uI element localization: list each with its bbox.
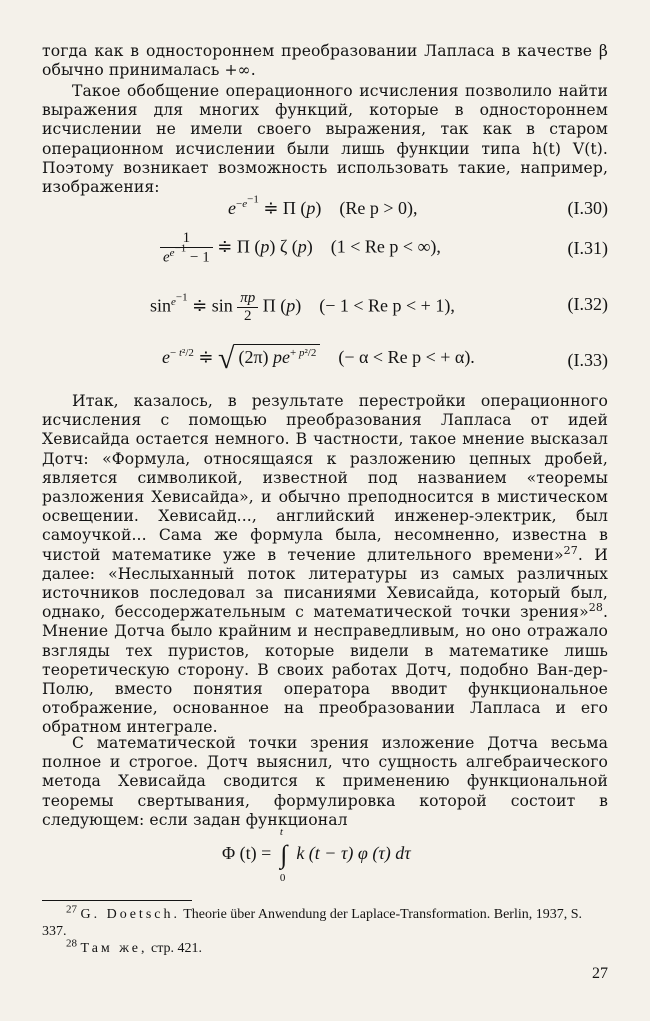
footnote-author: G. Doetsch. — [80, 907, 180, 922]
paragraph-continuation — [42, 42, 608, 80]
page-number: 27 — [592, 965, 608, 982]
fraction: $\frac{\pi p}{2}$ — [237, 290, 258, 325]
paragraph-text: С математической точки зрения изложение Дотча весьма полное и строгое. Дотч выяснил, что сущность алгебраического метода Хевисайда сводится к применению функциональной теоремы свертывания, формулировка которой состоит в следующем: если задан функционал — [42, 734, 608, 829]
formula-condition: (− α < Re p < + α). — [338, 347, 475, 368]
footnote-separator — [42, 900, 192, 901]
equation-number: (I.32) — [567, 294, 608, 314]
formula-expression: $\sin^{e^{-1}}$ ≑ sin $\frac{\pi p}{2}$ Π (p) (− 1 < Re p < + 1), — [150, 290, 455, 324]
paragraph-operational-calculus — [42, 82, 608, 197]
equation-number: (I.31) — [567, 238, 608, 258]
footnote-mark: 27 — [66, 903, 77, 916]
formula-lhs: Φ (t) = — [222, 843, 272, 864]
formula-expression: $e^{- t^2/2}$ ≑ √ (2π) $pe^{+ p^2/2}$ (− α < Re p < + α). — [162, 342, 475, 375]
equation-number: (I.33) — [567, 350, 608, 370]
paragraph-doetsch-opinion — [42, 392, 608, 738]
formula-expression: $e^{-e^{-1}}$ ≑ Π (p) (Re p > 0), — [228, 193, 418, 218]
footnote-27 — [42, 903, 608, 940]
paragraph-text: Такое обобщение операционного исчисления позволило найти выражения для многих функций, которые в одностороннем исчислении не имели своего выражения, так как в старом операционном исчислении были лишь функции типа h(t) V(t). Поэтому возникает возможность использовать такие, например, изображения: — [42, 82, 608, 197]
footnote-reference: 28 — [588, 601, 603, 615]
footnote-reference: 27 — [563, 543, 578, 557]
formula-condition: (Re p > 0), — [339, 198, 418, 218]
footnote-text: Theorie über Anwendung der Laplace-Transformation. Berlin, 1937, S. 337. — [42, 907, 583, 939]
footnote-text: стр. 421. — [150, 941, 202, 956]
paragraph-text: Итак, казалось, в результате перестройки операционного исчисления с помощью преобразования Лапласа от идей Хевисайда остается немного. В частности, такое мнение высказал Дотч: «Формула, относящаяся к разложению цепных дробей, является символикой, известной под названием «теоремы разложения Хевисайда», и обычно преподносится в мистическом освещении. Хевисайд..., английский инженер-электрик, был самоучкой... Сама же формула была, несомненно, известна в чистой математике уже в течение длительного времени»$^{27}$. И далее: «Неслыханный поток литературы из самых различных источников последовал за писаниями Хевисайда, который был, однако, бессодержательным с математической точки зрения»$^{28}$. Мнение Дотча было крайним и несправедливым, но оно отражало взгляды тех пуристов, которые видели в математике лишь теоретическую сторону. В своих работах Дотч, подобно Ван-дер-Полю, вместо понятия оператора вводит функциональное отображение, основанное на преобразовании Лапласа и его обратном интеграле. — [42, 392, 608, 737]
formula-convolution — [42, 822, 608, 882]
footnote-28 — [42, 937, 608, 957]
equation-number: (I.30) — [567, 198, 608, 218]
formula-I31 — [42, 230, 608, 274]
formula-I33 — [42, 336, 608, 382]
footnote-mark: 28 — [66, 937, 77, 950]
paragraph-doetsch-method — [42, 734, 608, 830]
paragraph-text: тогда как в одностороннем преобразовании Лапласа в качестве β обычно принималась +∞. — [42, 42, 608, 80]
formula-I32 — [42, 286, 608, 326]
fraction: $\frac{1}{e^{e^{-1}} - 1}$ — [160, 230, 213, 267]
formula-expression: $\frac{1}{e^{e^{-1}} - 1}$ ≑ Π (p) ζ (p) (1 < Re p < ∞), — [160, 230, 441, 267]
formula-expression: Φ (t) = ∫ t 0 k (t − τ) φ (τ) dτ — [222, 826, 411, 884]
formula-I30 — [42, 194, 608, 228]
formula-condition: (− 1 < Re p < + 1), — [319, 295, 455, 316]
footnote-author: Там же, — [80, 941, 148, 956]
formula-condition: (1 < Re p < ∞), — [330, 236, 441, 257]
formula-integrand: k (t − τ) φ (τ) dτ — [296, 843, 411, 864]
